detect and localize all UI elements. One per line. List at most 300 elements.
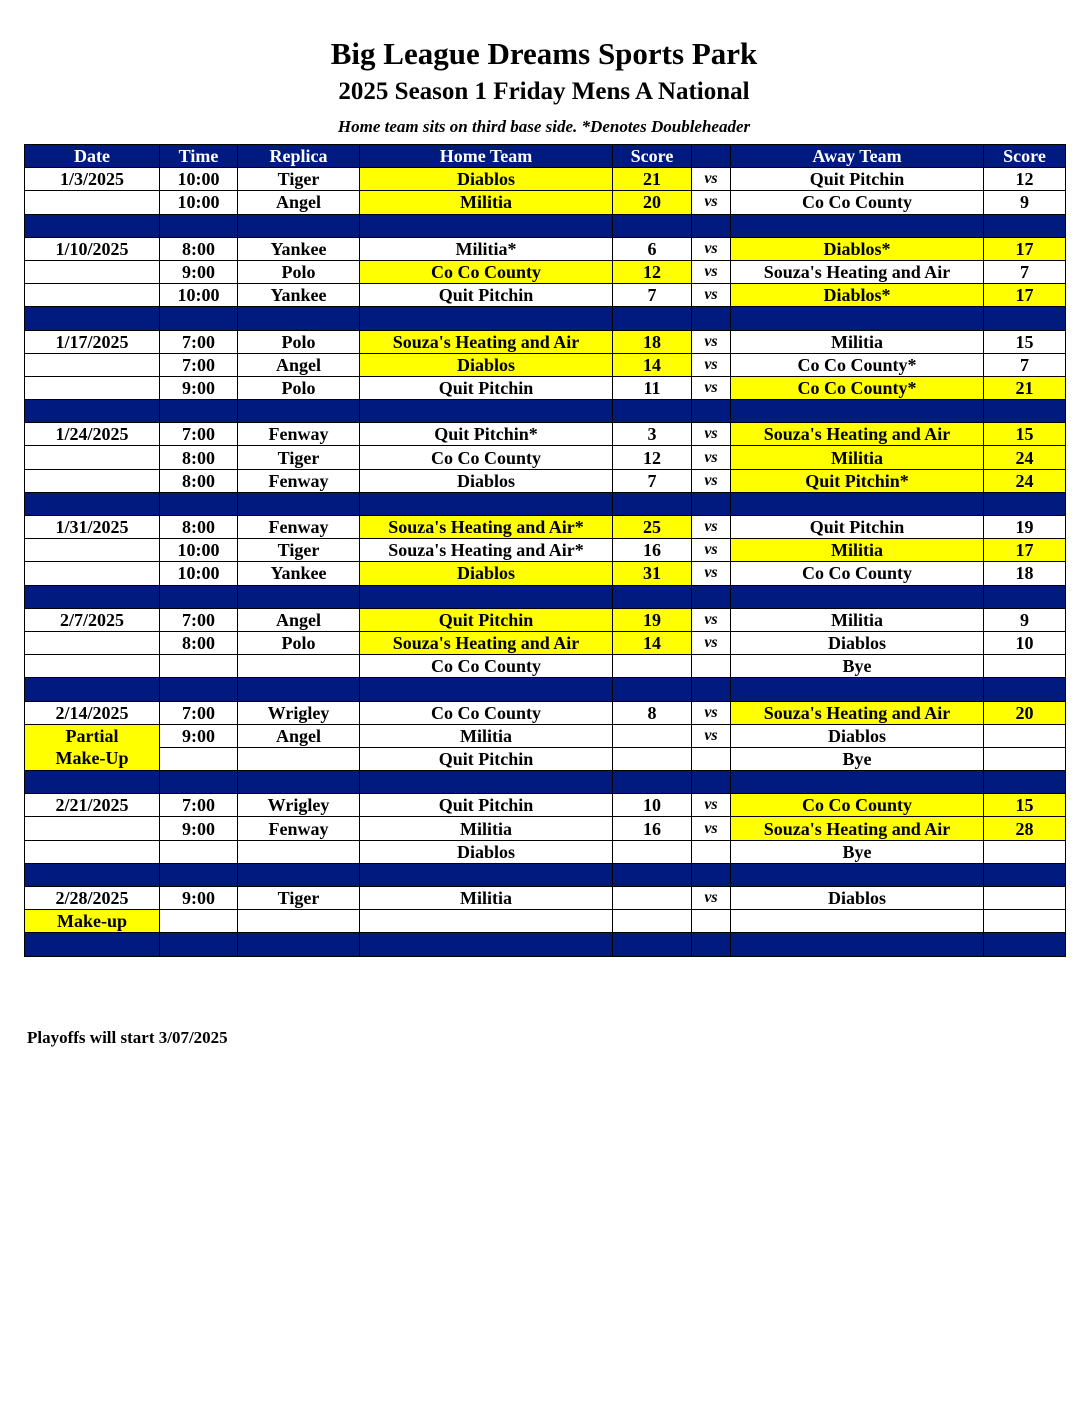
home-team-cell: Militia <box>360 724 613 747</box>
schedule-body <box>25 168 1066 956</box>
replica-cell: Yankee <box>238 284 360 307</box>
vs-cell: vs <box>692 794 731 817</box>
separator-cell <box>692 863 731 886</box>
away-team-cell: Militia <box>731 330 984 353</box>
home-team-cell: Souza's Heating and Air* <box>360 539 613 562</box>
home-score-cell: 21 <box>613 168 692 191</box>
away-score-cell <box>984 840 1066 863</box>
away-team-cell: Quit Pitchin <box>731 516 984 539</box>
date-cell: 2/28/2025 <box>25 887 160 910</box>
separator-cell <box>731 771 984 794</box>
home-score-cell: 19 <box>613 608 692 631</box>
separator-cell <box>360 933 613 956</box>
vs-cell: vs <box>692 724 731 747</box>
away-score-cell <box>984 655 1066 678</box>
home-team-cell: Co Co County <box>360 655 613 678</box>
home-team-cell: Quit Pitchin <box>360 608 613 631</box>
separator-cell <box>360 678 613 701</box>
away-score-cell: 28 <box>984 817 1066 840</box>
home-score-cell <box>613 655 692 678</box>
time-cell <box>160 747 238 770</box>
home-team-cell: Militia <box>360 817 613 840</box>
replica-cell: Polo <box>238 376 360 399</box>
separator-cell <box>613 863 692 886</box>
vs-cell: vs <box>692 376 731 399</box>
away-score-cell: 24 <box>984 446 1066 469</box>
col-header-home-team: Home Team <box>360 145 613 168</box>
away-team-cell: Diablos <box>731 724 984 747</box>
table-row <box>25 423 1066 446</box>
time-cell: 7:00 <box>160 330 238 353</box>
home-score-cell: 14 <box>613 353 692 376</box>
date-cell <box>25 191 160 214</box>
time-cell: 7:00 <box>160 423 238 446</box>
home-team-cell: Militia <box>360 887 613 910</box>
vs-cell <box>692 840 731 863</box>
separator-cell <box>692 678 731 701</box>
separator-cell <box>238 771 360 794</box>
away-team-cell: Militia <box>731 446 984 469</box>
week-separator-row <box>25 214 1066 237</box>
away-score-cell: 20 <box>984 701 1066 724</box>
home-team-cell <box>360 910 613 933</box>
home-team-cell: Souza's Heating and Air <box>360 330 613 353</box>
separator-cell <box>238 863 360 886</box>
playoffs-note: Playoffs will start 3/07/2025 <box>27 1028 228 1047</box>
time-cell: 10:00 <box>160 284 238 307</box>
table-row <box>25 376 1066 399</box>
home-team-cell: Diablos <box>360 840 613 863</box>
replica-cell: Yankee <box>238 562 360 585</box>
separator-cell <box>238 307 360 330</box>
separator-cell <box>160 492 238 515</box>
away-score-cell: 15 <box>984 330 1066 353</box>
time-cell: 8:00 <box>160 237 238 260</box>
vs-cell: vs <box>692 608 731 631</box>
table-row <box>25 191 1066 214</box>
vs-cell: vs <box>692 817 731 840</box>
separator-cell <box>613 585 692 608</box>
home-score-cell: 12 <box>613 260 692 283</box>
table-row <box>25 910 1066 933</box>
separator-cell <box>692 771 731 794</box>
time-cell: 7:00 <box>160 353 238 376</box>
separator-cell <box>25 307 160 330</box>
home-team-cell: Diablos <box>360 562 613 585</box>
time-cell: 10:00 <box>160 168 238 191</box>
away-team-cell: Diablos <box>731 631 984 654</box>
date-cell: Make-up <box>25 910 160 933</box>
home-team-cell: Quit Pitchin <box>360 747 613 770</box>
vs-cell: vs <box>692 516 731 539</box>
time-cell: 9:00 <box>160 724 238 747</box>
home-score-cell <box>613 747 692 770</box>
date-cell: 1/3/2025 <box>25 168 160 191</box>
away-team-cell: Co Co County* <box>731 353 984 376</box>
home-score-cell: 10 <box>613 794 692 817</box>
separator-cell <box>613 400 692 423</box>
time-cell <box>160 655 238 678</box>
separator-cell <box>160 678 238 701</box>
away-team-cell: Souza's Heating and Air <box>731 701 984 724</box>
away-score-cell: 7 <box>984 260 1066 283</box>
separator-cell <box>692 400 731 423</box>
replica-cell: Wrigley <box>238 701 360 724</box>
away-score-cell: 12 <box>984 168 1066 191</box>
table-row <box>25 747 1066 770</box>
separator-cell <box>613 771 692 794</box>
date-cell <box>25 376 160 399</box>
away-score-cell <box>984 724 1066 747</box>
home-team-cell: Co Co County <box>360 701 613 724</box>
separator-cell <box>160 771 238 794</box>
separator-cell <box>692 585 731 608</box>
away-team-cell: Militia <box>731 608 984 631</box>
week-separator-row <box>25 492 1066 515</box>
separator-cell <box>613 492 692 515</box>
separator-cell <box>731 863 984 886</box>
replica-cell: Angel <box>238 724 360 747</box>
separator-cell <box>984 307 1066 330</box>
table-row <box>25 631 1066 654</box>
time-cell <box>160 910 238 933</box>
home-score-cell: 14 <box>613 631 692 654</box>
time-cell: 10:00 <box>160 539 238 562</box>
away-score-cell: 15 <box>984 423 1066 446</box>
replica-cell: Angel <box>238 353 360 376</box>
table-row <box>25 516 1066 539</box>
date-cell <box>25 562 160 585</box>
time-cell: 9:00 <box>160 260 238 283</box>
vs-cell: vs <box>692 446 731 469</box>
separator-cell <box>692 307 731 330</box>
separator-cell <box>984 863 1066 886</box>
separator-cell <box>731 214 984 237</box>
away-team-cell: Co Co County <box>731 794 984 817</box>
table-row <box>25 794 1066 817</box>
table-row <box>25 168 1066 191</box>
time-cell: 8:00 <box>160 516 238 539</box>
separator-cell <box>160 214 238 237</box>
table-row <box>25 817 1066 840</box>
home-score-cell: 6 <box>613 237 692 260</box>
table-row <box>25 608 1066 631</box>
table-row <box>25 260 1066 283</box>
replica-cell: Fenway <box>238 516 360 539</box>
away-score-cell: 10 <box>984 631 1066 654</box>
home-team-cell: Souza's Heating and Air* <box>360 516 613 539</box>
replica-cell: Angel <box>238 608 360 631</box>
vs-cell: vs <box>692 539 731 562</box>
away-team-cell: Co Co County <box>731 562 984 585</box>
away-team-cell: Militia <box>731 539 984 562</box>
separator-cell <box>731 933 984 956</box>
col-header-date: Date <box>25 145 160 168</box>
separator-cell <box>692 214 731 237</box>
away-score-cell: 21 <box>984 376 1066 399</box>
replica-cell: Polo <box>238 631 360 654</box>
separator-cell <box>360 400 613 423</box>
week-separator-row <box>25 400 1066 423</box>
away-team-cell: Quit Pitchin <box>731 168 984 191</box>
separator-cell <box>731 400 984 423</box>
home-score-cell: 7 <box>613 469 692 492</box>
away-score-cell <box>984 910 1066 933</box>
time-cell: 8:00 <box>160 631 238 654</box>
week-separator-row <box>25 863 1066 886</box>
date-cell: 1/24/2025 <box>25 423 160 446</box>
home-score-cell <box>613 910 692 933</box>
separator-cell <box>731 585 984 608</box>
separator-cell <box>160 933 238 956</box>
separator-cell <box>25 492 160 515</box>
time-cell: 8:00 <box>160 446 238 469</box>
separator-cell <box>731 492 984 515</box>
vs-cell: vs <box>692 353 731 376</box>
col-header-time: Time <box>160 145 238 168</box>
home-score-cell: 7 <box>613 284 692 307</box>
away-team-cell: Bye <box>731 655 984 678</box>
replica-cell: Wrigley <box>238 794 360 817</box>
separator-cell <box>25 585 160 608</box>
time-cell: 9:00 <box>160 887 238 910</box>
away-team-cell: Quit Pitchin* <box>731 469 984 492</box>
time-cell: 8:00 <box>160 469 238 492</box>
separator-cell <box>25 771 160 794</box>
home-score-cell: 16 <box>613 539 692 562</box>
vs-cell <box>692 747 731 770</box>
home-score-cell: 25 <box>613 516 692 539</box>
separator-cell <box>25 214 160 237</box>
away-score-cell: 24 <box>984 469 1066 492</box>
date-cell <box>25 539 160 562</box>
week-separator-row <box>25 933 1066 956</box>
separator-cell <box>238 492 360 515</box>
date-cell: 1/10/2025 <box>25 237 160 260</box>
replica-cell <box>238 840 360 863</box>
separator-cell <box>360 307 613 330</box>
date-cell <box>25 284 160 307</box>
header-row <box>25 145 1066 168</box>
date-cell: 2/14/2025 <box>25 701 160 724</box>
table-row <box>25 237 1066 260</box>
table-row <box>25 284 1066 307</box>
away-team-cell <box>731 910 984 933</box>
separator-cell <box>360 863 613 886</box>
vs-cell: vs <box>692 562 731 585</box>
vs-cell: vs <box>692 887 731 910</box>
separator-cell <box>238 585 360 608</box>
away-team-cell: Souza's Heating and Air <box>731 423 984 446</box>
date-cell <box>25 817 160 840</box>
separator-cell <box>613 214 692 237</box>
home-team-cell: Militia <box>360 191 613 214</box>
time-cell: 7:00 <box>160 608 238 631</box>
col-header-away-score: Score <box>984 145 1066 168</box>
page-title: Big League Dreams Sports Park <box>330 36 758 71</box>
home-team-cell: Quit Pitchin <box>360 376 613 399</box>
replica-cell: Tiger <box>238 539 360 562</box>
separator-cell <box>984 585 1066 608</box>
replica-cell: Polo <box>238 260 360 283</box>
col-header-replica: Replica <box>238 145 360 168</box>
col-header-home-score: Score <box>613 145 692 168</box>
vs-cell: vs <box>692 191 731 214</box>
date-cell: 2/21/2025 <box>25 794 160 817</box>
replica-cell: Fenway <box>238 423 360 446</box>
away-score-cell: 17 <box>984 539 1066 562</box>
replica-cell: Yankee <box>238 237 360 260</box>
separator-cell <box>360 492 613 515</box>
away-team-cell: Souza's Heating and Air <box>731 260 984 283</box>
table-row <box>25 446 1066 469</box>
week-separator-row <box>25 307 1066 330</box>
away-score-cell: 7 <box>984 353 1066 376</box>
week-separator-row <box>25 771 1066 794</box>
away-score-cell: 19 <box>984 516 1066 539</box>
separator-cell <box>160 400 238 423</box>
time-cell <box>160 840 238 863</box>
replica-cell: Tiger <box>238 887 360 910</box>
separator-cell <box>984 678 1066 701</box>
separator-cell <box>238 933 360 956</box>
week-separator-row <box>25 585 1066 608</box>
away-team-cell: Bye <box>731 840 984 863</box>
away-team-cell: Bye <box>731 747 984 770</box>
home-team-cell: Co Co County <box>360 446 613 469</box>
home-score-cell: 11 <box>613 376 692 399</box>
away-score-cell: 9 <box>984 608 1066 631</box>
separator-cell <box>25 933 160 956</box>
time-cell: 7:00 <box>160 794 238 817</box>
home-score-cell: 8 <box>613 701 692 724</box>
date-cell: 1/31/2025 <box>25 516 160 539</box>
date-cell: 2/7/2025 <box>25 608 160 631</box>
replica-cell <box>238 910 360 933</box>
separator-cell <box>160 307 238 330</box>
away-team-cell: Co Co County* <box>731 376 984 399</box>
home-score-cell <box>613 724 692 747</box>
separator-cell <box>238 678 360 701</box>
separator-cell <box>613 678 692 701</box>
away-team-cell: Co Co County <box>731 191 984 214</box>
time-cell: 9:00 <box>160 817 238 840</box>
separator-cell <box>25 678 160 701</box>
separator-cell <box>613 933 692 956</box>
home-score-cell: 31 <box>613 562 692 585</box>
home-team-cell: Diablos <box>360 469 613 492</box>
table-row <box>25 655 1066 678</box>
vs-cell: vs <box>692 631 731 654</box>
away-score-cell <box>984 747 1066 770</box>
separator-cell <box>692 933 731 956</box>
date-cell: 1/17/2025 <box>25 330 160 353</box>
away-score-cell: 17 <box>984 237 1066 260</box>
header-note: Home team sits on third base side. *Denotes Doubleheader <box>337 117 751 136</box>
date-cell <box>25 655 160 678</box>
away-score-cell <box>984 887 1066 910</box>
date-cell <box>25 631 160 654</box>
separator-cell <box>360 214 613 237</box>
table-row <box>25 701 1066 724</box>
table-row <box>25 840 1066 863</box>
schedule-table <box>24 144 1066 957</box>
home-score-cell: 12 <box>613 446 692 469</box>
vs-cell: vs <box>692 469 731 492</box>
separator-cell <box>360 585 613 608</box>
date-cell <box>25 353 160 376</box>
away-score-cell: 18 <box>984 562 1066 585</box>
date-cell <box>25 260 160 283</box>
page-subtitle: 2025 Season 1 Friday Mens A National <box>338 78 750 105</box>
home-score-cell: 16 <box>613 817 692 840</box>
home-team-cell: Co Co County <box>360 260 613 283</box>
table-row <box>25 539 1066 562</box>
home-team-cell: Quit Pitchin <box>360 284 613 307</box>
table-row <box>25 887 1066 910</box>
date-cell <box>25 446 160 469</box>
away-team-cell: Diablos* <box>731 237 984 260</box>
vs-cell: vs <box>692 330 731 353</box>
vs-cell: vs <box>692 284 731 307</box>
replica-cell: Fenway <box>238 469 360 492</box>
vs-cell <box>692 655 731 678</box>
col-header-away-team: Away Team <box>731 145 984 168</box>
away-team-cell: Souza's Heating and Air <box>731 817 984 840</box>
home-team-cell: Quit Pitchin* <box>360 423 613 446</box>
separator-cell <box>984 492 1066 515</box>
separator-cell <box>731 307 984 330</box>
replica-cell <box>238 655 360 678</box>
separator-cell <box>160 585 238 608</box>
away-team-cell: Diablos <box>731 887 984 910</box>
home-team-cell: Diablos <box>360 353 613 376</box>
time-cell: 10:00 <box>160 562 238 585</box>
home-team-cell: Diablos <box>360 168 613 191</box>
replica-cell: Fenway <box>238 817 360 840</box>
home-score-cell <box>613 840 692 863</box>
home-team-cell: Quit Pitchin <box>360 794 613 817</box>
table-row <box>25 353 1066 376</box>
time-cell: 9:00 <box>160 376 238 399</box>
replica-cell <box>238 747 360 770</box>
replica-cell: Angel <box>238 191 360 214</box>
home-score-cell: 18 <box>613 330 692 353</box>
separator-cell <box>238 214 360 237</box>
date-cell <box>25 469 160 492</box>
table-row <box>25 469 1066 492</box>
date-cell <box>25 840 160 863</box>
home-score-cell: 20 <box>613 191 692 214</box>
vs-cell: vs <box>692 701 731 724</box>
separator-cell <box>984 214 1066 237</box>
replica-cell: Tiger <box>238 446 360 469</box>
separator-cell <box>984 771 1066 794</box>
home-score-cell <box>613 887 692 910</box>
time-cell: 7:00 <box>160 701 238 724</box>
separator-cell <box>25 400 160 423</box>
separator-cell <box>731 678 984 701</box>
separator-cell <box>160 863 238 886</box>
home-team-cell: Souza's Heating and Air <box>360 631 613 654</box>
home-score-cell: 3 <box>613 423 692 446</box>
table-row <box>25 562 1066 585</box>
date-cell: Partial Make-Up <box>25 724 160 770</box>
away-team-cell: Diablos* <box>731 284 984 307</box>
separator-cell <box>25 863 160 886</box>
away-score-cell: 15 <box>984 794 1066 817</box>
separator-cell <box>984 933 1066 956</box>
